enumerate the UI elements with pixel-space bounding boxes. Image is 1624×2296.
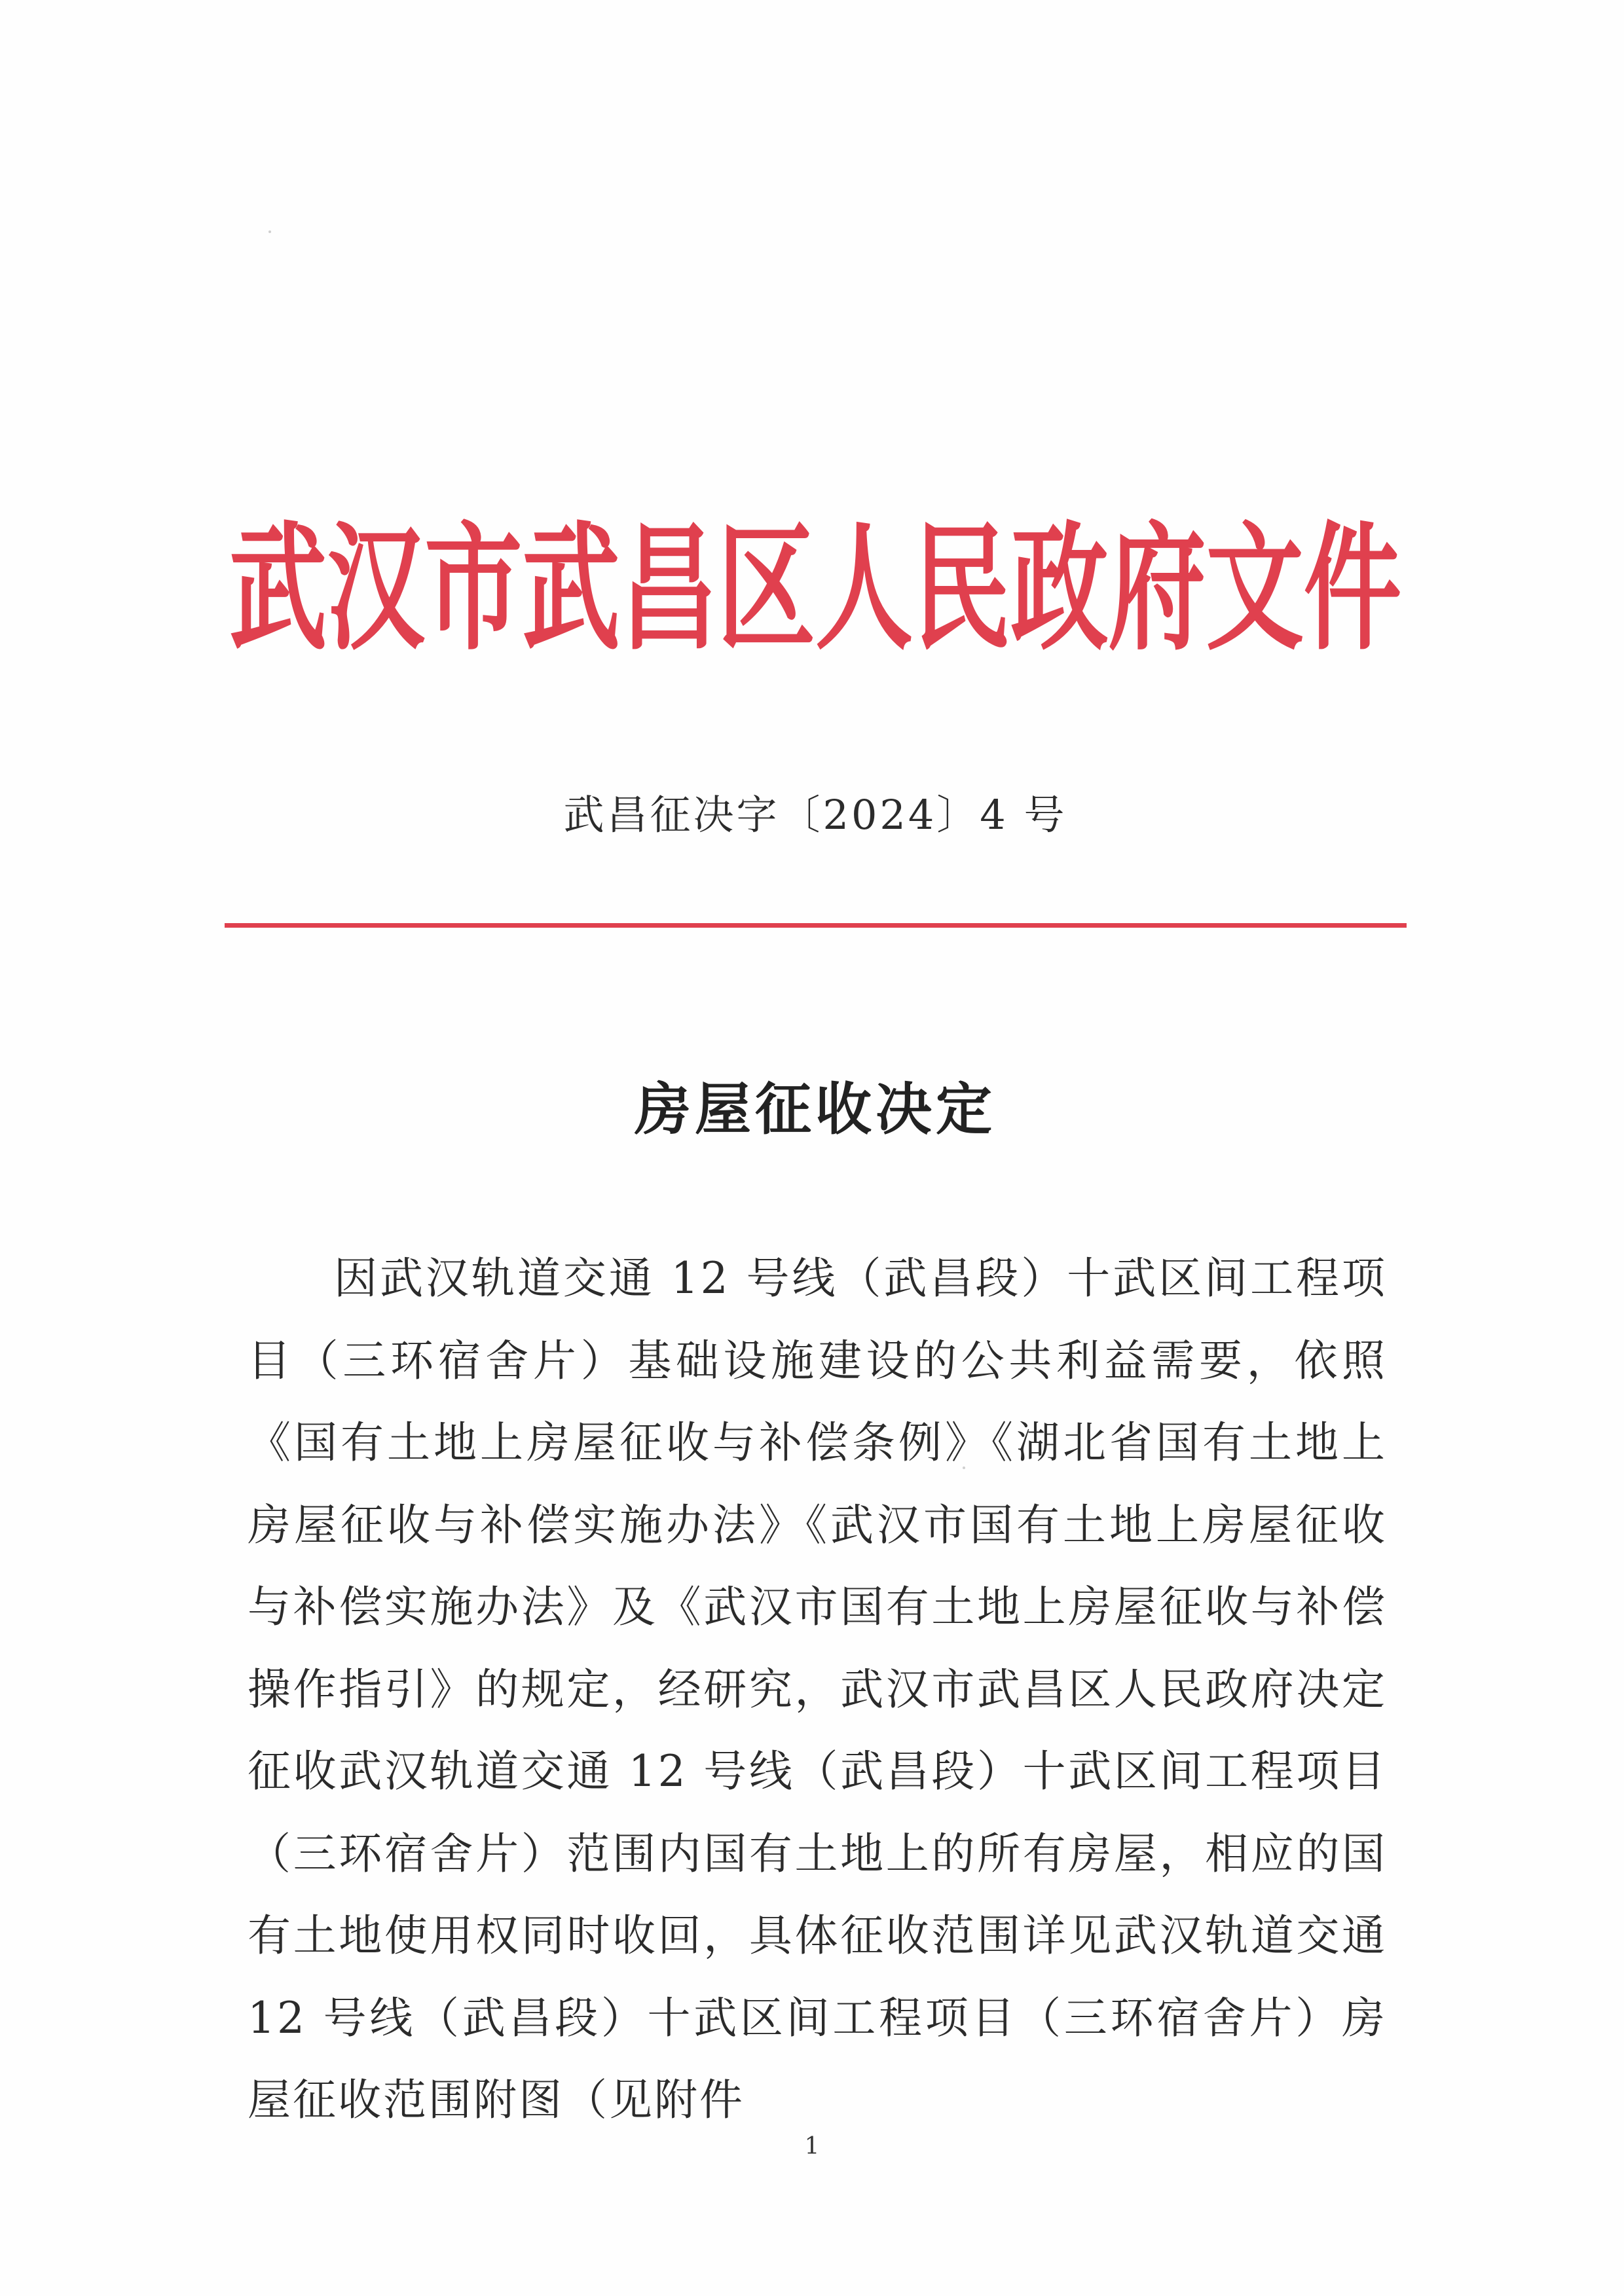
red-separator-line: [225, 923, 1407, 928]
page-number: 1: [804, 2133, 820, 2160]
red-header-svg: [223, 498, 1408, 668]
issuer-heading: 武汉市武昌区人民政府文件: [229, 509, 1401, 668]
body-paragraph: 因武汉轨道交通 12 号线（武昌段）十武区间工程项目（三环宿舍片）基础设施建设的公共利益需要，依照《国有土地上房屋征收与补偿条例》《湖北省国有土地上房屋征收与补偿实施办法》《武汉市国有土地上房屋征收与补偿实施办法》及《武汉市国有土地上房屋征收与补偿操作指引》的规定，经研究，武汉市武昌区人民政府决定征收武汉轨道交通 12 号线（武昌段）十武区间工程项目（三环宿舍片）范围内国有土地上的所有房屋，相应的国有土地使用权同时收回，具体征收范围详见武汉轨道交通 12 号线（武昌段）十武区间工程项目（三环宿舍片）房屋征收范围附图（见附件: [248, 1253, 1387, 2125]
document-title: 房屋征收决定: [635, 1076, 996, 1142]
red-header: [223, 498, 1408, 668]
scan-speck: [268, 230, 271, 233]
document-body: [248, 1237, 1387, 2141]
document-number: 武昌征决字〔2024〕4 号: [563, 791, 1067, 839]
